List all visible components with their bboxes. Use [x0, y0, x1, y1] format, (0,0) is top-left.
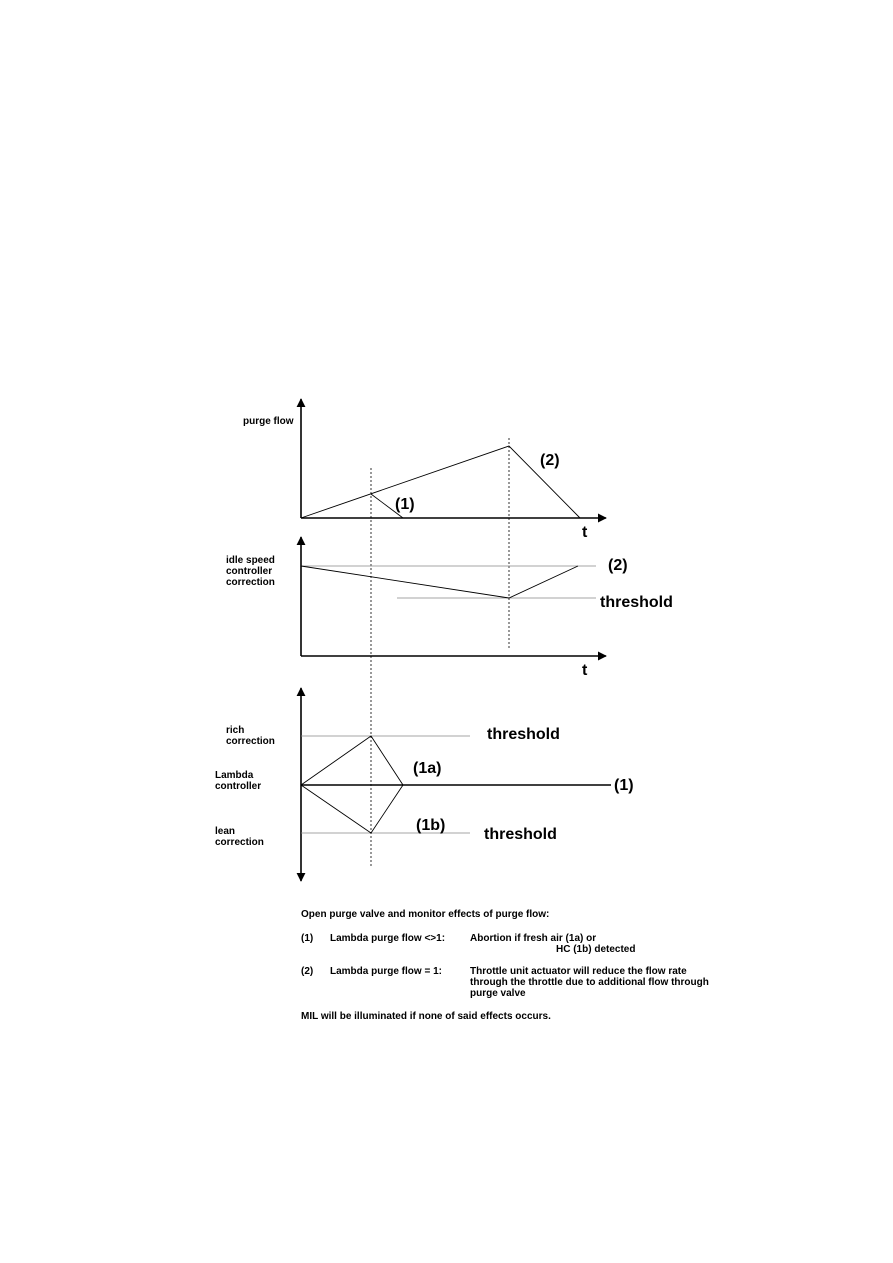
purge-flow-label: purge flow: [243, 416, 294, 427]
idle-curve-2-label: (2): [608, 557, 628, 574]
panel-lambda-controller: [215, 688, 634, 881]
notes-intro: Open purge valve and monitor effects of purge flow:: [301, 909, 550, 920]
lean-label-line2: correction: [215, 837, 264, 848]
lambda-curve-1b: [301, 785, 403, 833]
curve-2-label: (2): [540, 452, 560, 469]
curve-1a-label: (1a): [413, 760, 442, 777]
idle-threshold-label: threshold: [600, 594, 673, 611]
mil-note: MIL will be illuminated if none of said effects occurs.: [301, 1011, 551, 1022]
rich-threshold-label: threshold: [487, 726, 560, 743]
case-1-condition: Lambda purge flow <>1:: [330, 933, 446, 944]
lambda-label-line1: Lambda: [215, 770, 254, 781]
lambda-curve-1a: [301, 736, 403, 785]
lean-label-line1: lean: [215, 826, 236, 837]
case-2-condition: Lambda purge flow = 1:: [330, 966, 442, 977]
lambda-curve-1-label: (1): [614, 777, 634, 794]
idle-label-line1: idle speed: [226, 555, 275, 566]
case-1-number: (1): [301, 933, 314, 944]
case-2-text-line2: through the throttle due to additional flow through: [470, 977, 709, 988]
case-1-text-line1: Abortion if fresh air (1a) or: [470, 933, 597, 944]
case-2-text-line1: Throttle unit actuator will reduce the flow rate: [470, 966, 687, 977]
idle-correction-curve: [301, 566, 578, 598]
rich-label-line1: rich: [226, 725, 245, 736]
time-axis-label-1: t: [582, 524, 588, 541]
case-1-text-line2: HC (1b) detected: [556, 944, 636, 955]
lambda-label-line2: controller: [215, 781, 262, 792]
lean-threshold-label: threshold: [484, 826, 557, 843]
curve-1-label: (1): [395, 496, 415, 513]
idle-label-line2: controller: [226, 566, 273, 577]
rich-label-line2: correction: [226, 736, 275, 747]
purge-flow-curve-2: [301, 446, 580, 518]
case-2-number: (2): [301, 966, 314, 977]
panel-idle-speed: [226, 537, 673, 679]
time-axis-label-2: t: [582, 662, 588, 679]
panel-purge-flow: [243, 399, 606, 541]
idle-label-line3: correction: [226, 577, 275, 588]
case-2-text-line3: purge valve: [470, 988, 526, 999]
curve-1b-label: (1b): [416, 817, 446, 834]
